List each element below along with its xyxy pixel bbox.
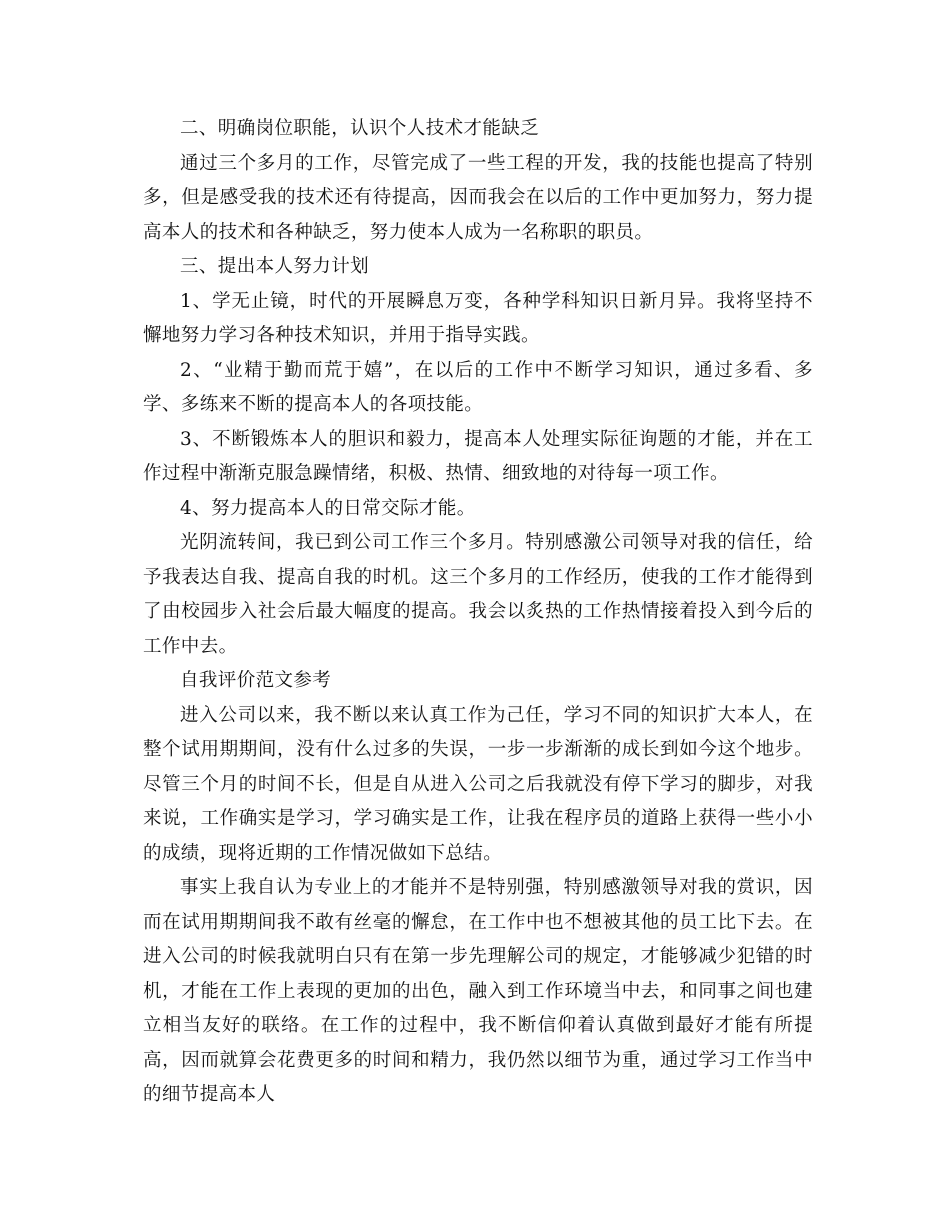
plan-item-1: 1、学无止镜，时代的开展瞬息万变，各种学科知识日新月异。我将坚持不懈地努力学习各种技术知识，并用于指导实践。 (143, 290, 813, 346)
body-paragraph: 进入公司以来，我不断以来认真工作为己任，学习不同的知识扩大本人，在整个试用期期间，没有什么过多的失误，一步一步渐渐的成长到如今这个地步。尽管三个月的时间不长，但是自从进入公司之后我就没有停下学习的脚步，对我来说，工作确实是学习，学习确实是工作，让我在程序员的道路上获得一些小小的成绩，现将近期的工作情况做如下总结。 (143, 704, 813, 864)
plan-item-3: 3、不断锻炼本人的胆识和毅力，提高本人处理实际征询题的才能，并在工作过程中渐渐克服急躁情绪，积极、热情、细致地的对待每一项工作。 (143, 428, 813, 484)
section-heading-2: 二、明确岗位职能，认识个人技术才能缺乏 (180, 118, 540, 139)
section-heading-3: 三、提出本人努力计划 (180, 256, 370, 277)
body-paragraph: 事实上我自认为专业上的才能并不是特别强，特别感激领导对我的赏识，因而在试用期期间我不敢有丝毫的懈怠，在工作中也不想被其他的员工比下去。在进入公司的时候我就明白只有在第一步先理解公司的规定，才能够减少犯错的时机，才能在工作上表现的更加的出色，融入到工作环境当中去，和同事之间也建立相当友好的联络。在工作的过程中，我不断信仰着认真做到最好才能有所提高，因而就算会花费更多的时间和精力，我仍然以细节为重，通过学习工作当中的细节提高本人 (143, 877, 813, 1105)
plan-item-2: 2、“业精于勤而荒于嬉”，在以后的工作中不断学习知识，通过多看、多学、多练来不断的提高本人的各项技能。 (143, 359, 813, 415)
section-heading-reference: 自我评价范文参考 (180, 670, 332, 691)
document-body (143, 112, 813, 1113)
body-paragraph: 光阴流转间，我已到公司工作三个多月。特别感激公司领导对我的信任，给予我表达自我、提高自我的时机。这三个多月的工作经历，使我的工作才能得到了由校园步入社会后最大幅度的提高。我会以炙热的工作热情接着投入到今后的工作中去。 (143, 532, 813, 657)
plan-item-4: 4、努力提高本人的日常交际才能。 (180, 497, 476, 519)
body-paragraph: 通过三个多月的工作，尽管完成了一些工程的开发，我的技能也提高了特别多，但是感受我的技术还有待提高，因而我会在以后的工作中更加努力，努力提高本人的技术和各种缺乏，努力使本人成为一名称职的职员。 (143, 152, 813, 243)
